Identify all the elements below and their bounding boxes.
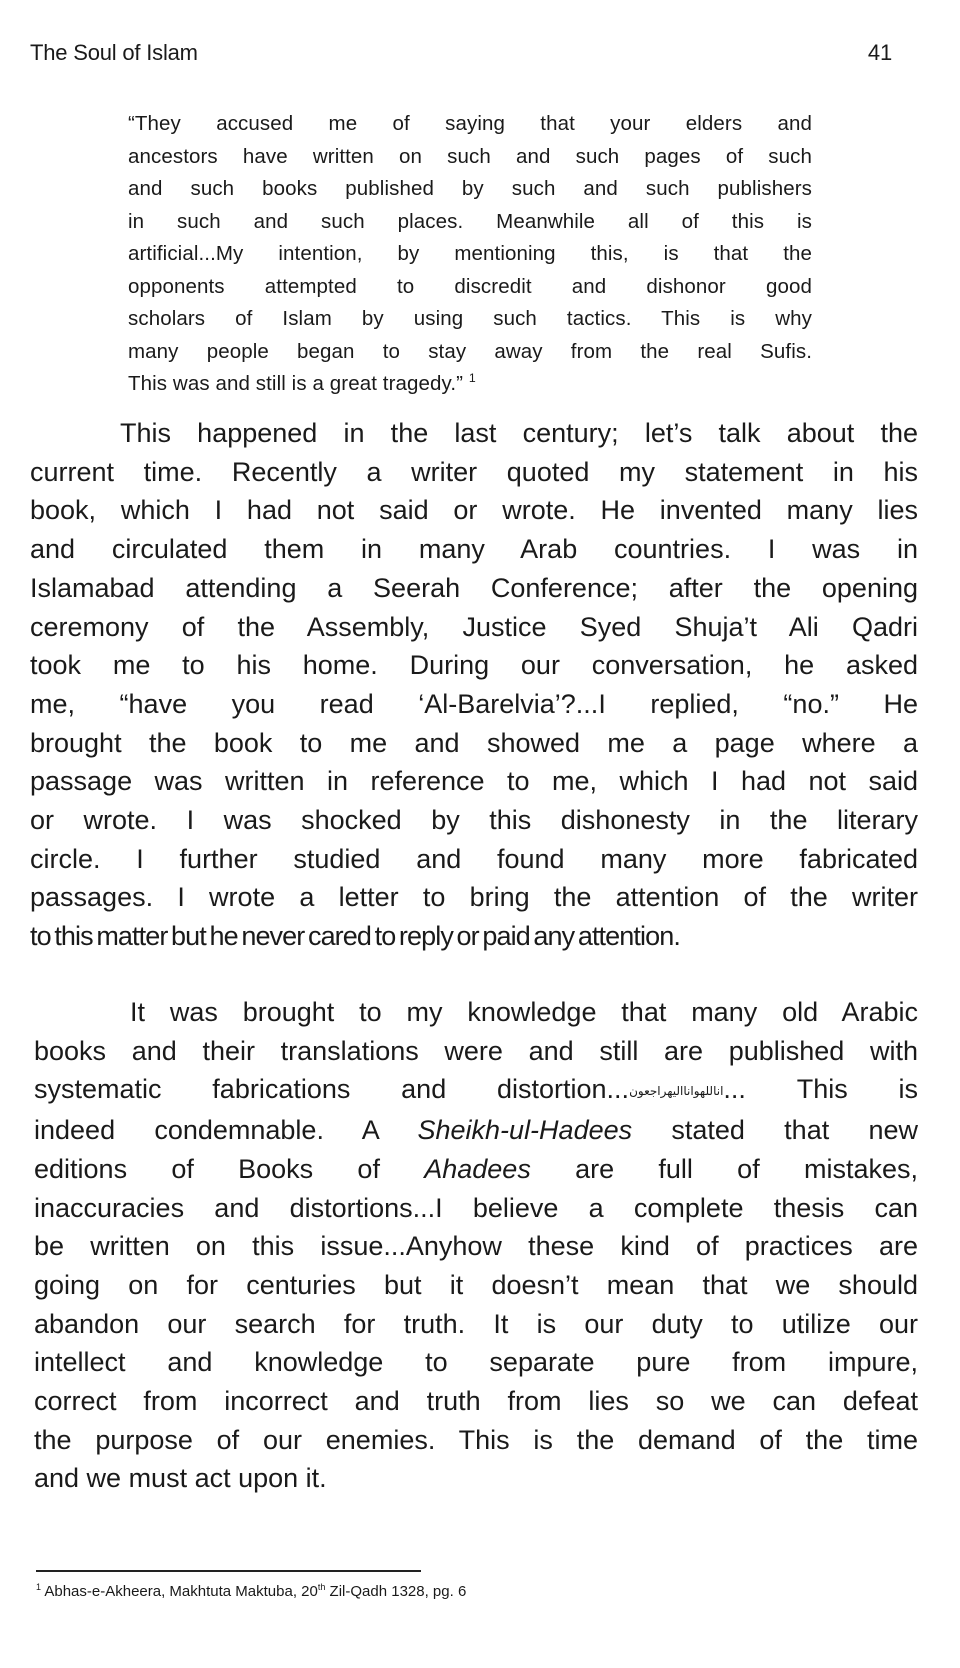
footnote-text: Zil-Qadh 1328, pg. 6 xyxy=(325,1583,467,1600)
page-header xyxy=(30,36,892,70)
paragraph-line: brought the book to me and showed me a page where a xyxy=(30,727,918,758)
text-segment: editions of Books of xyxy=(34,1153,425,1184)
footnote-reference: 1 xyxy=(468,371,476,386)
paragraph-line: passage was written in reference to me, which I had not said xyxy=(30,766,918,797)
paragraph-line: intellect and knowledge to separate pure from impure, xyxy=(34,1347,918,1378)
footnote-mark: 1 xyxy=(36,1582,42,1592)
text-segment: indeed condemnable. A xyxy=(34,1115,418,1146)
paragraph-line: books and their translations were and still are published with xyxy=(34,1035,918,1066)
quote-line: artificial...My intention, by mentioning this, is that the xyxy=(128,242,812,265)
paragraph-line: going on for centuries but it doesn’t mean that we should xyxy=(34,1269,918,1300)
paragraph-line: the purpose of our enemies. This is the demand of the time xyxy=(34,1424,918,1455)
paragraph-line: to this matter but he never cared to reply or paid any attention. xyxy=(30,921,680,952)
footnote-text: Abhas-e-Akheera, Makhtuta Maktuba, 20 xyxy=(44,1583,318,1600)
paragraph-line: Islamabad attending a Seerah Conference; after the opening xyxy=(30,572,918,603)
quote-line: “They accused me of saying that your elders and xyxy=(128,112,812,135)
paragraph-line: book, which I had not said or wrote. He invented many lies xyxy=(30,495,918,526)
running-title: The Soul of Islam xyxy=(30,40,198,65)
page-number: 41 xyxy=(867,40,892,65)
paragraph-line: circle. I further studied and found many more fabricated xyxy=(30,843,918,874)
arabic-phrase: اناللهوانااليهراجعون xyxy=(629,1084,724,1099)
paragraph-line-with-arabic xyxy=(34,1070,918,1111)
paragraph-line: abandon our search for truth. It is our duty to utilize our xyxy=(34,1308,918,1339)
quote-line: many people began to stay away from the real Sufis. xyxy=(128,339,812,363)
paragraph-line: and circulated them in many Arab countries. I was in xyxy=(30,534,918,565)
paragraph-line: This happened in the last century; let’s talk about the xyxy=(120,418,918,448)
paragraph-line: ceremony of the Assembly, Justice Syed Shuja’t Ali Qadri xyxy=(30,611,918,642)
paragraph-line: current time. Recently a writer quoted my statement in his xyxy=(30,456,918,487)
quote-line: scholars of Islam by using such tactics. This is why xyxy=(128,307,812,330)
text-segment: stated that new xyxy=(632,1115,919,1146)
footnote-divider xyxy=(36,1570,421,1572)
quote-line: and such books published by such and such publishers xyxy=(128,177,812,200)
italic-term: Sheikh-ul-Hadees xyxy=(417,1115,633,1146)
paragraph-line: be written on this issue...Anyhow these kind of practices are xyxy=(34,1231,918,1262)
paragraph-2 xyxy=(34,993,918,1498)
paragraph-line xyxy=(34,1150,918,1189)
paragraph-1 xyxy=(30,414,918,956)
paragraph-line: me, “have you read ‘Al-Barelvia’?...I replied, “no.” He xyxy=(30,688,918,719)
footnote xyxy=(36,1582,466,1602)
italic-term: Ahadees xyxy=(424,1153,531,1184)
quote-last-line xyxy=(128,368,812,401)
quote-line: opponents attempted to discredit and dishonor good xyxy=(128,274,812,298)
text-segment: ... This is xyxy=(723,1074,919,1105)
block-quote xyxy=(128,108,812,401)
text-segment: are full of mistakes, xyxy=(530,1153,918,1184)
paragraph-line: It was brought to my knowledge that many old Arabic xyxy=(130,997,918,1027)
paragraph-line: inaccuracies and distortions...I believe a complete thesis can xyxy=(34,1192,918,1223)
paragraph-line: took me to his home. During our conversation, he asked xyxy=(30,650,918,681)
ordinal-suffix: th xyxy=(317,1582,326,1592)
quote-line: This was and still is a great tragedy.” xyxy=(128,372,464,395)
paragraph-line: or wrote. I was shocked by this dishonesty in the literary xyxy=(30,805,918,836)
paragraph-line: and we must act upon it. xyxy=(34,1463,327,1494)
quote-line: ancestors have written on such and such pages of such xyxy=(128,144,812,168)
paragraph-line: passages. I wrote a letter to bring the attention of the writer xyxy=(30,882,918,913)
quote-line: in such and such places. Meanwhile all of this is xyxy=(128,209,812,233)
text-segment: systematic fabrications and distortion... xyxy=(34,1074,630,1105)
paragraph-line xyxy=(34,1111,918,1150)
paragraph-line: correct from incorrect and truth from lies so we can defeat xyxy=(34,1386,918,1417)
